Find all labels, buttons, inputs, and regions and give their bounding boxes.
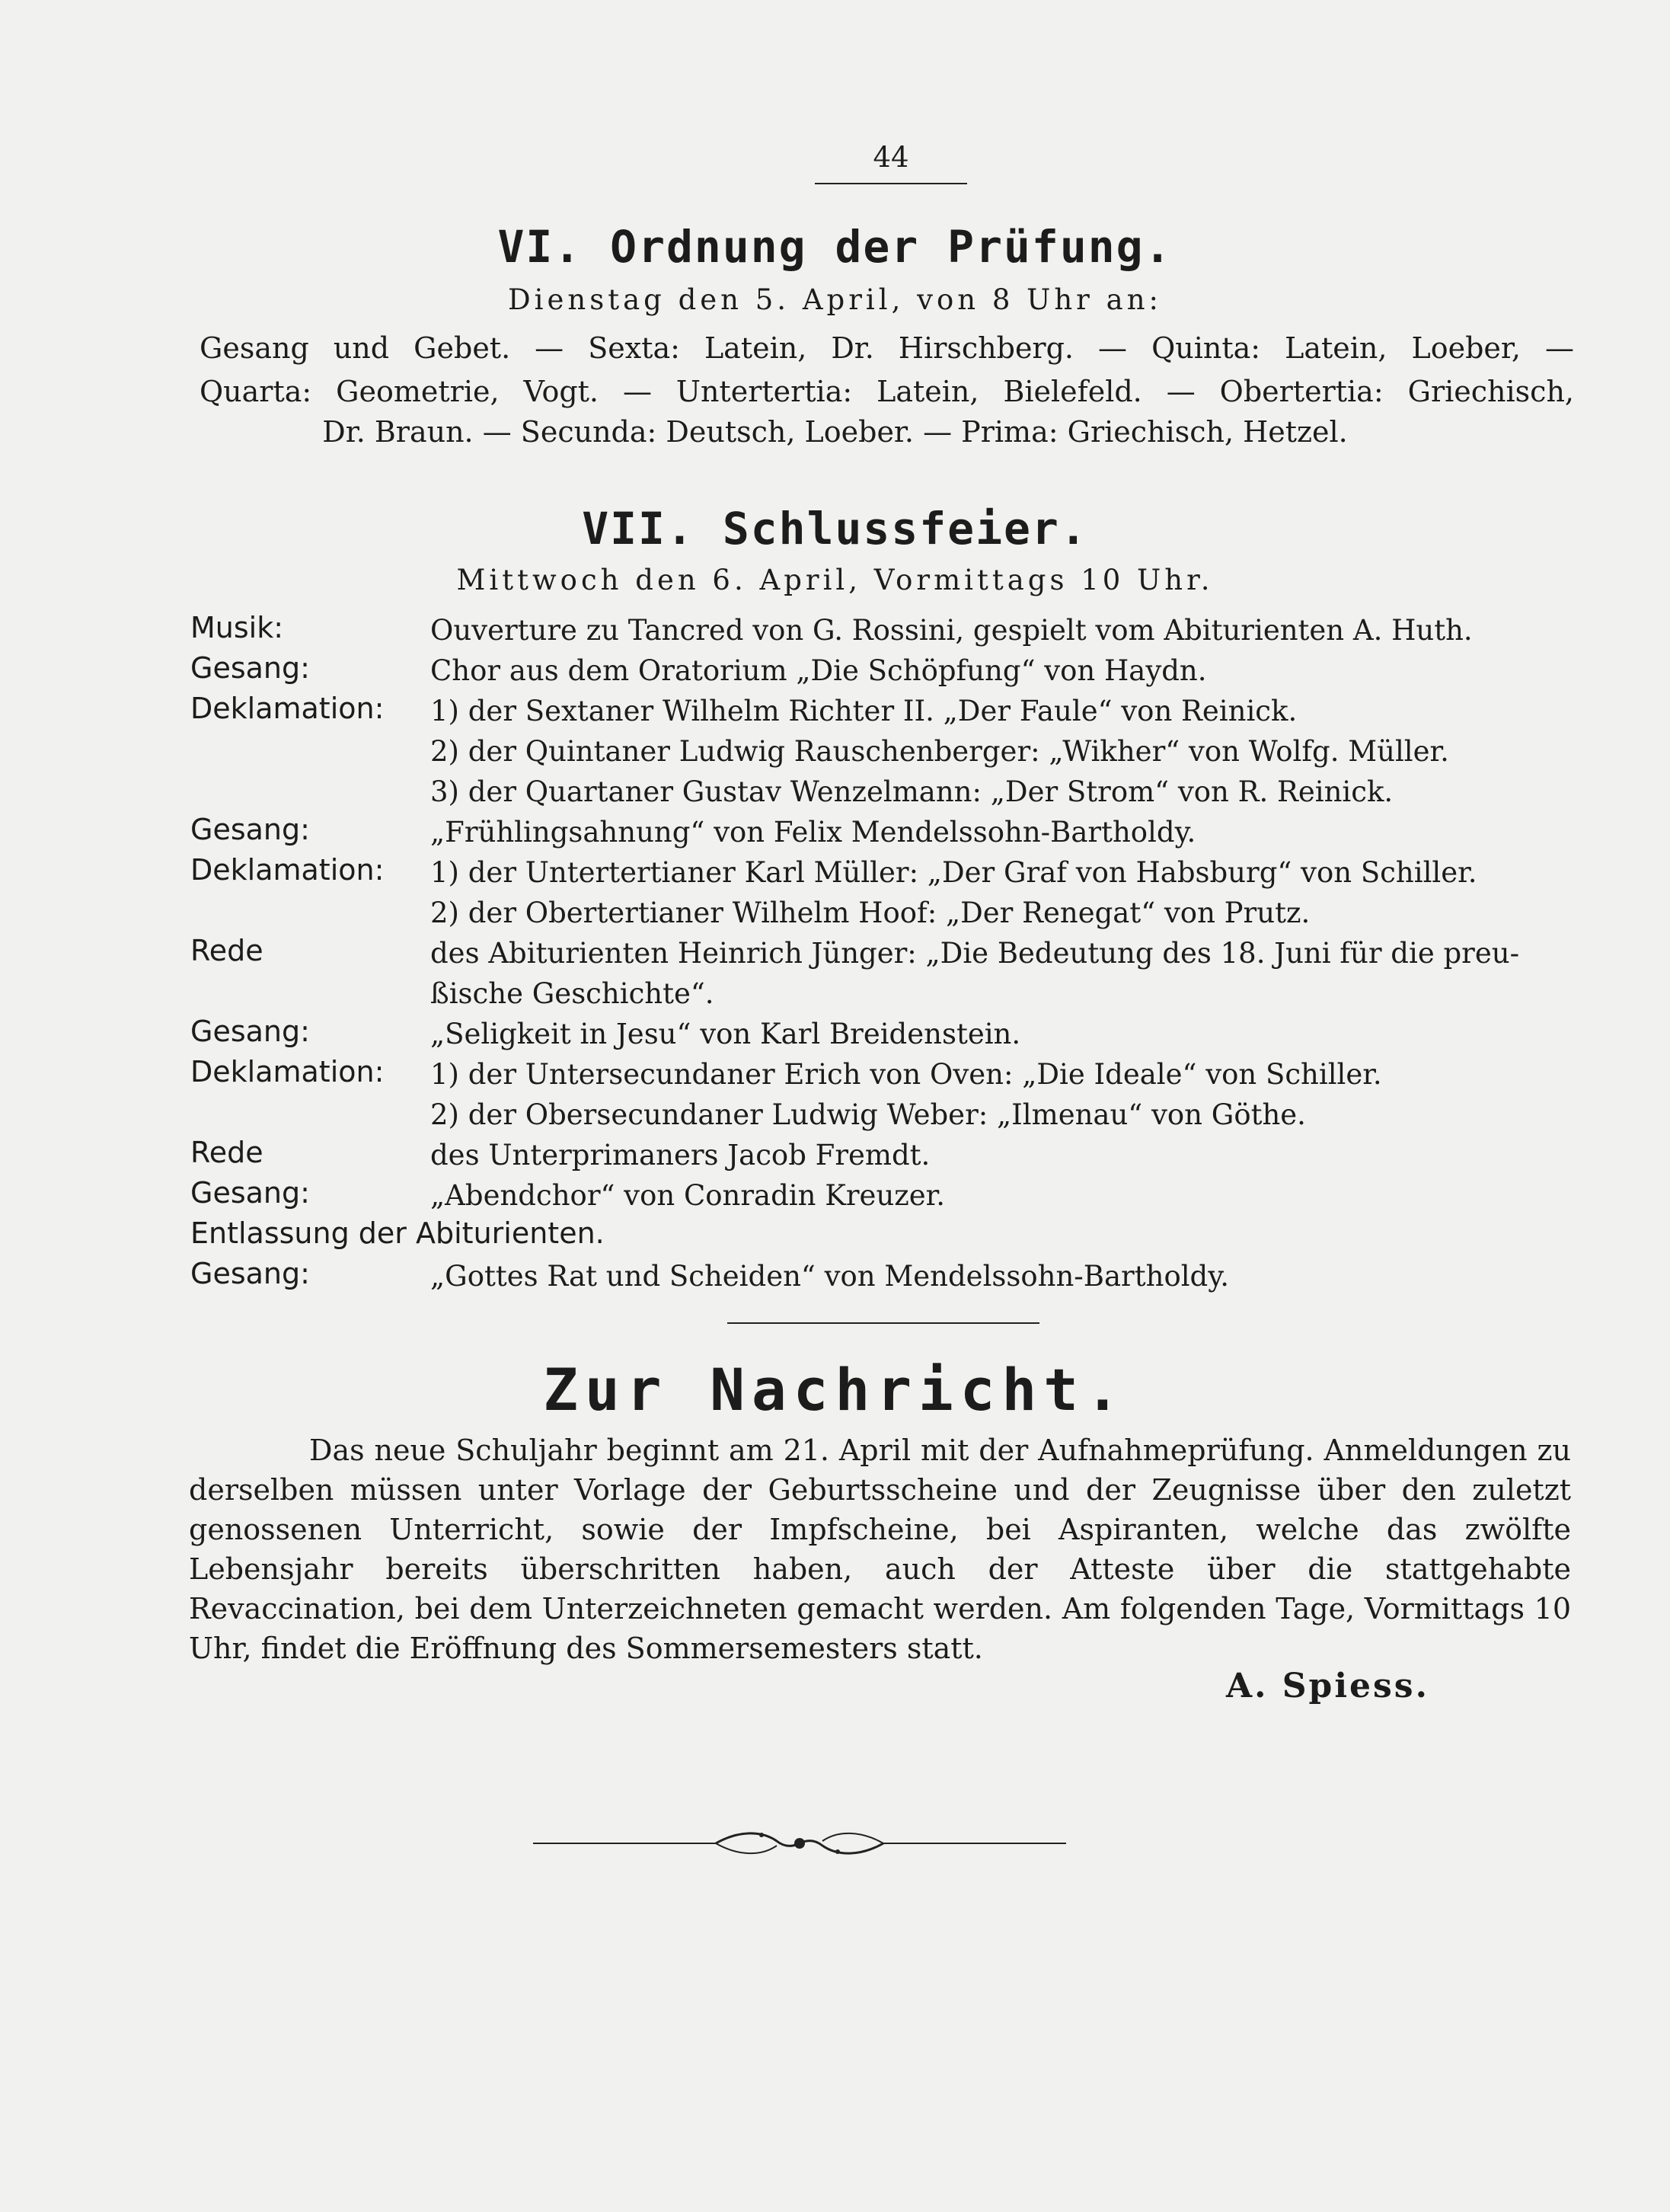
program-text: 1) der Sextaner Wilhelm Richter II. „Der Faule“ von Reinick. [430, 695, 1298, 727]
program-text: „Abendchor“ von Conradin Kreuzer. [430, 1179, 946, 1212]
program-text: des Abiturienten Heinrich Jünger: „Die Bedeutung des 18. Juni für die preu- [430, 937, 1520, 970]
section-vi-subheading: Dienstag den 5. April, von 8 Uhr an: [508, 283, 1162, 316]
program-text: „Seligkeit in Jesu“ von Karl Breidenstein. [430, 1018, 1021, 1050]
program-label: Musik: [190, 611, 284, 644]
program-label: Rede [190, 934, 263, 967]
notice-paragraph: Das neue Schuljahr beginnt am 21. April mit der Aufnahmeprüfung. Anmeldungen zu derselben müssen unter Vorlage der Geburtsscheine und der Zeugnisse über den zuletzt genossenen Unterricht, sowie der Impfscheine, bei Aspiranten, welche das zwölfte Lebensjahr bereits überschritten haben, auch der Atteste über die stattgehabte Revaccination, bei dem Unterzeichneten gemacht werden. Am folgenden Tage, Vormittags 10 Uhr, findet die Eröffnung des Sommersemesters statt. [189, 1434, 1571, 1665]
exam-line: Gesang und Gebet. — Sexta: Latein, Dr. Hirschberg. — Quinta: Latein, Loeber, — [200, 331, 1574, 365]
program-text: Ouverture zu Tancred von G. Rossini, gespielt vom Abiturienten A. Huth. [430, 614, 1473, 647]
program-text: des Unterprimaners Jacob Fremdt. [430, 1139, 931, 1172]
program-label: Entlassung der Abiturienten. [190, 1216, 605, 1250]
page-number: 44 [873, 141, 909, 174]
program-label: Gesang: [190, 1176, 310, 1210]
program-text: 1) der Untersecundaner Erich von Oven: „Die Ideale“ von Schiller. [430, 1058, 1382, 1091]
section-vii-heading: VII. Schlussfeier. [582, 503, 1088, 555]
program-text: 1) der Untertertianer Karl Müller: „Der Graf von Habsburg“ von Schiller. [430, 856, 1477, 889]
program-label: Gesang: [190, 1257, 310, 1290]
signature: A. Spiess. [1226, 1667, 1429, 1705]
program-text: „Frühlingsahnung“ von Felix Mendelssohn-Bartholdy. [430, 816, 1196, 849]
program-label: Gesang: [190, 813, 310, 846]
program-label: Deklamation: [190, 692, 385, 725]
program-label: Deklamation: [190, 1055, 385, 1088]
middle-rule [727, 1322, 1039, 1324]
program-label: Deklamation: [190, 853, 385, 887]
exam-line: Quarta: Geometrie, Vogt. — Untertertia: Latein, Bielefeld. — Obertertia: Griechisch, [200, 375, 1574, 408]
program-label: Gesang: [190, 1015, 310, 1048]
program-label: Rede [190, 1136, 263, 1169]
program-text: Chor aus dem Oratorium „Die Schöpfung“ von Haydn. [430, 654, 1207, 687]
top-rule [815, 183, 967, 184]
notice-heading: Zur Nachricht. [543, 1356, 1127, 1424]
section-vii-subheading: Mittwoch den 6. April, Vormittags 10 Uhr. [456, 564, 1214, 596]
program-text: 3) der Quartaner Gustav Wenzelmann: „Der Strom“ von R. Reinick. [430, 775, 1394, 808]
program-text: 2) der Obertertianer Wilhelm Hoof: „Der Renegat“ von Prutz. [430, 897, 1311, 929]
program-text: „Gottes Rat und Scheiden“ von Mendelssohn-Bartholdy. [430, 1260, 1229, 1293]
program-text: ßische Geschichte“. [430, 977, 714, 1010]
exam-line: Dr. Braun. — Secunda: Deutsch, Loeber. — Prima: Griechisch, Hetzel. [322, 415, 1348, 449]
ornament-divider-icon [533, 1824, 1066, 1862]
section-vi-heading: VI. Ordnung der Prüfung. [497, 221, 1173, 273]
program-text: 2) der Quintaner Ludwig Rauschenberger: „Wikher“ von Wolfg. Müller. [430, 735, 1449, 768]
program-text: 2) der Obersecundaner Ludwig Weber: „Ilmenau“ von Göthe. [430, 1098, 1306, 1131]
program-label: Gesang: [190, 651, 310, 685]
